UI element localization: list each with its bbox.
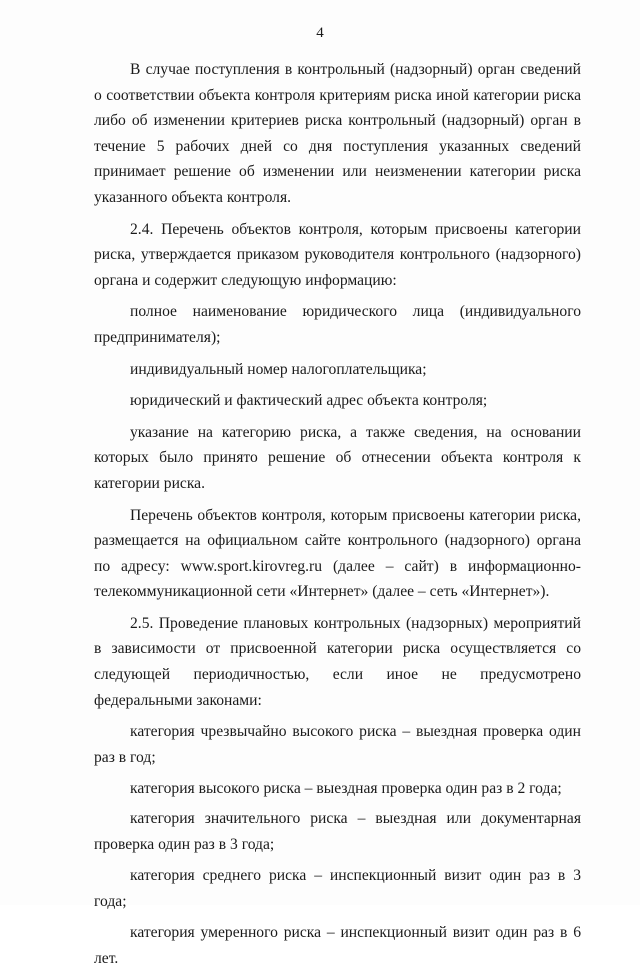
list-item-significant-risk: категория значительного риска – выездная или документарная проверка один раз в 3 года; [94,810,581,853]
page-number: 4 [316,25,324,41]
list-item-taxpayer-number: индивидуальный номер налогоплательщика; [130,360,427,378]
list-item-moderate-risk: категория умеренного риска – инспекционный визит один раз в 6 лет. [94,924,581,967]
list-item-high-risk: категория высокого риска – выездная проверка один раз в 2 года; [130,780,562,798]
paragraph-list-publication: Перечень объектов контроля, которым присвоены категории риска, размещается на официальном сайте контрольного (надзорного) органа по адресу: www.sport.kirovreg.ru (далее – сайт) в информационно-телекоммуникационной сети «Интернет» (далее – сеть «Интернет»). [94,506,581,601]
list-item-extremely-high-risk: категория чрезвычайно высокого риска – выездная проверка один раз в год; [94,723,581,766]
paragraph-2-4-objects-list: 2.4. Перечень объектов контроля, которым присвоены категории риска, утверждается приказом руководителя контрольного (надзорного) органа и содержит следующую информацию: [94,220,581,289]
list-item-risk-indication: указание на категорию риска, а также сведения, на основании которых было принято решение об отнесении объекта контроля к категории риска. [94,423,581,492]
paragraph-2-5-planned-inspections: 2.5. Проведение плановых контрольных (надзорных) мероприятий в зависимости от присвоенной категории риска осуществляется со следующей периодичностью, если иное не предусмотрено федеральными законами: [94,614,581,709]
list-item-medium-risk: категория среднего риска – инспекционный визит один раз в 3 года; [94,867,581,910]
document-body [94,57,581,972]
list-item-address: юридический и фактический адрес объекта контроля; [130,392,488,410]
paragraph-risk-category-change: В случае поступления в контрольный (надзорный) орган сведений о соответствии объекта контроля критериям риска иной категории риска либо об изменении критериев риска контрольный (надзорный) орган в течение 5 рабочих дней со дня поступления указанных сведений принимает решение об изменении или неизменении категории риска указанного объекта контроля. [94,61,581,206]
list-item-full-name: полное наименование юридического лица (индивидуального предпринимателя); [94,303,581,346]
